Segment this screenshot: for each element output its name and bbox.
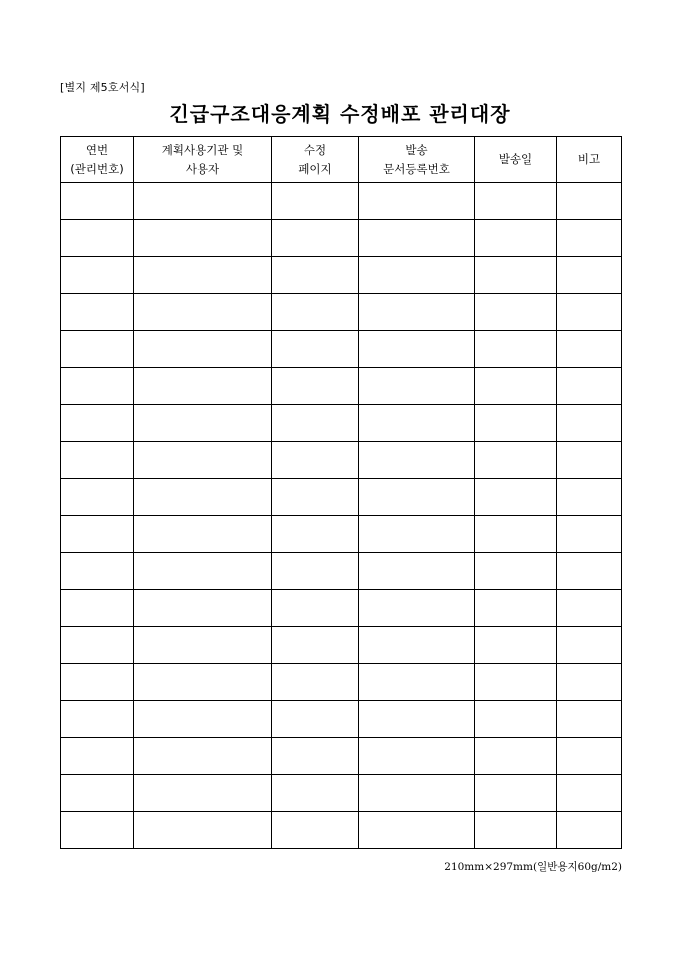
serial-cell — [61, 331, 134, 368]
serial-cell — [61, 553, 134, 590]
doc-number-cell — [359, 331, 475, 368]
agency-user-cell — [134, 516, 272, 553]
header-line: (관리번호) — [70, 161, 124, 176]
header-line: 발송일 — [498, 152, 533, 166]
table-header-row — [61, 137, 622, 183]
serial-cell — [61, 368, 134, 405]
remarks-cell — [557, 331, 622, 368]
remarks-cell — [557, 368, 622, 405]
dispatch-date-cell — [475, 812, 557, 849]
header-agency-user — [134, 137, 272, 183]
remarks-cell — [557, 553, 622, 590]
remarks-cell — [557, 183, 622, 220]
header-dispatch-doc-number — [359, 137, 475, 183]
revised-page-cell — [272, 664, 359, 701]
agency-user-cell — [134, 405, 272, 442]
doc-number-cell — [359, 812, 475, 849]
dispatch-date-cell — [475, 553, 557, 590]
serial-cell — [61, 405, 134, 442]
doc-number-cell — [359, 553, 475, 590]
revised-page-cell — [272, 516, 359, 553]
serial-cell — [61, 516, 134, 553]
doc-number-cell — [359, 738, 475, 775]
doc-number-cell — [359, 405, 475, 442]
remarks-cell — [557, 812, 622, 849]
remarks-cell — [557, 442, 622, 479]
agency-user-cell — [134, 738, 272, 775]
dispatch-date-cell — [475, 590, 557, 627]
remarks-cell — [557, 775, 622, 812]
dispatch-date-cell — [475, 738, 557, 775]
agency-user-cell — [134, 183, 272, 220]
agency-user-cell — [134, 442, 272, 479]
agency-user-cell — [134, 220, 272, 257]
header-line: 발송 — [405, 142, 428, 157]
revised-page-cell — [272, 294, 359, 331]
table-row — [61, 812, 622, 849]
dispatch-date-cell — [475, 442, 557, 479]
agency-user-cell — [134, 664, 272, 701]
doc-number-cell — [359, 775, 475, 812]
dispatch-date-cell — [475, 294, 557, 331]
remarks-cell — [557, 590, 622, 627]
form-number-label: [별지 제5호서식] — [60, 81, 145, 94]
agency-user-cell — [134, 331, 272, 368]
table-row — [61, 664, 622, 701]
dispatch-date-cell — [475, 516, 557, 553]
table-row — [61, 442, 622, 479]
table-row — [61, 368, 622, 405]
remarks-cell — [557, 405, 622, 442]
header-line: 문서등록번호 — [383, 161, 450, 176]
table-body — [61, 183, 622, 849]
header-remarks — [557, 137, 622, 183]
doc-number-cell — [359, 516, 475, 553]
remarks-cell — [557, 516, 622, 553]
table-row — [61, 405, 622, 442]
doc-number-cell — [359, 479, 475, 516]
revised-page-cell — [272, 257, 359, 294]
agency-user-cell — [134, 553, 272, 590]
dispatch-date-cell — [475, 664, 557, 701]
revised-page-cell — [272, 331, 359, 368]
revised-page-cell — [272, 479, 359, 516]
table-row — [61, 331, 622, 368]
agency-user-cell — [134, 812, 272, 849]
doc-number-cell — [359, 368, 475, 405]
remarks-cell — [557, 220, 622, 257]
header-line: 연번 — [85, 142, 109, 157]
revised-page-cell — [272, 775, 359, 812]
paper-size-note: 210mm×297mm(일반용지60g/m2) — [444, 861, 622, 873]
table-row — [61, 775, 622, 812]
agency-user-cell — [134, 627, 272, 664]
doc-number-cell — [359, 590, 475, 627]
doc-number-cell — [359, 627, 475, 664]
remarks-cell — [557, 257, 622, 294]
dispatch-date-cell — [475, 220, 557, 257]
agency-user-cell — [134, 775, 272, 812]
dispatch-date-cell — [475, 405, 557, 442]
revised-page-cell — [272, 738, 359, 775]
doc-number-cell — [359, 183, 475, 220]
remarks-cell — [557, 627, 622, 664]
dispatch-date-cell — [475, 257, 557, 294]
agency-user-cell — [134, 368, 272, 405]
serial-cell — [61, 294, 134, 331]
header-revised-page — [272, 137, 359, 183]
dispatch-date-cell — [475, 627, 557, 664]
serial-cell — [61, 664, 134, 701]
document-title: 긴급구조대응계획 수정배포 관리대장 — [169, 102, 511, 126]
dispatch-date-cell — [475, 368, 557, 405]
agency-user-cell — [134, 701, 272, 738]
header-line: 수정 — [303, 142, 327, 157]
agency-user-cell — [134, 479, 272, 516]
serial-cell — [61, 738, 134, 775]
header-serial-number — [61, 137, 134, 183]
header-line: 사용자 — [185, 161, 220, 176]
header-line: 계획사용기관 및 — [161, 142, 244, 157]
table-row — [61, 627, 622, 664]
remarks-cell — [557, 738, 622, 775]
revised-page-cell — [272, 368, 359, 405]
doc-number-cell — [359, 664, 475, 701]
dispatch-date-cell — [475, 775, 557, 812]
revised-page-cell — [272, 405, 359, 442]
table-row — [61, 183, 622, 220]
dispatch-date-cell — [475, 183, 557, 220]
table-row — [61, 479, 622, 516]
serial-cell — [61, 627, 134, 664]
table-row — [61, 220, 622, 257]
serial-cell — [61, 479, 134, 516]
doc-number-cell — [359, 294, 475, 331]
revised-page-cell — [272, 183, 359, 220]
revised-page-cell — [272, 627, 359, 664]
dispatch-date-cell — [475, 701, 557, 738]
table-row — [61, 516, 622, 553]
agency-user-cell — [134, 294, 272, 331]
remarks-cell — [557, 294, 622, 331]
doc-number-cell — [359, 220, 475, 257]
table-row — [61, 257, 622, 294]
serial-cell — [61, 183, 134, 220]
revised-page-cell — [272, 701, 359, 738]
header-line: 페이지 — [298, 161, 332, 176]
table-row — [61, 738, 622, 775]
table-row — [61, 294, 622, 331]
serial-cell — [61, 775, 134, 812]
revised-page-cell — [272, 812, 359, 849]
revised-page-cell — [272, 590, 359, 627]
serial-cell — [61, 590, 134, 627]
table-row — [61, 701, 622, 738]
header-line: 비고 — [577, 152, 601, 166]
serial-cell — [61, 812, 134, 849]
doc-number-cell — [359, 257, 475, 294]
remarks-cell — [557, 479, 622, 516]
remarks-cell — [557, 701, 622, 738]
dispatch-date-cell — [475, 479, 557, 516]
revised-page-cell — [272, 220, 359, 257]
revised-page-cell — [272, 553, 359, 590]
agency-user-cell — [134, 257, 272, 294]
agency-user-cell — [134, 590, 272, 627]
serial-cell — [61, 220, 134, 257]
table-row — [61, 553, 622, 590]
doc-number-cell — [359, 442, 475, 479]
table-row — [61, 590, 622, 627]
remarks-cell — [557, 664, 622, 701]
serial-cell — [61, 257, 134, 294]
revised-page-cell — [272, 442, 359, 479]
serial-cell — [61, 701, 134, 738]
doc-number-cell — [359, 701, 475, 738]
distribution-ledger-table — [60, 136, 622, 849]
dispatch-date-cell — [475, 331, 557, 368]
header-dispatch-date — [475, 137, 557, 183]
serial-cell — [61, 442, 134, 479]
